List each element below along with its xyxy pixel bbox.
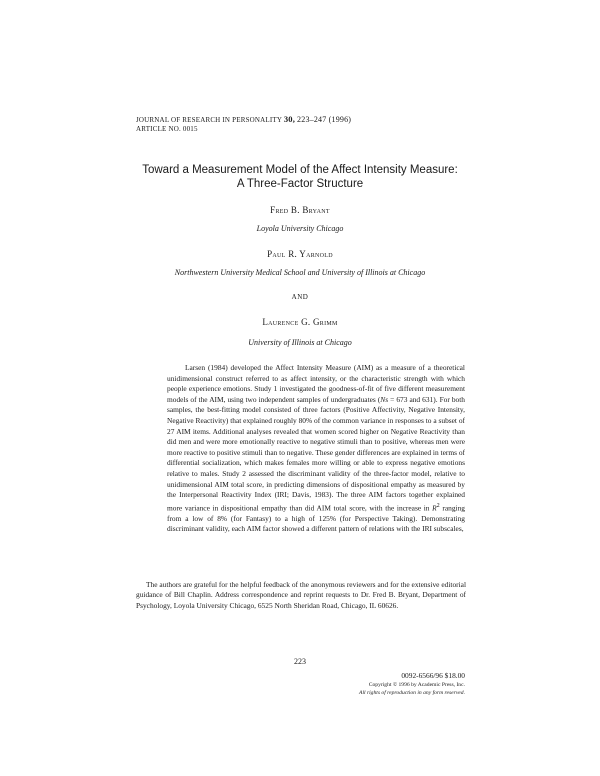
author-1-affiliation: Loyola University Chicago <box>256 224 344 233</box>
copyright-notice: Copyright © 1996 by Academic Press, Inc. <box>368 682 465 688</box>
abstract-text-a: Larsen (1984) developed the Affect Intensity Measure (AIM) as a measure of a theoretical unidimensional construct referred to as affect intensity, or the characteristic strength with which people experience emotions. Study 1 investigated the goodness-of-fit of five different measurement models of the AIM, using two independent samples of undergraduates ( <box>167 363 465 404</box>
abstract-r2: R <box>432 503 437 513</box>
rights-notice: All rights of reproduction in any form reserved. <box>359 690 465 696</box>
abstract-text-b: = 673 and 631). For both samples, the best-fitting model consisted of three factors (Positive Affectivity, Negative Intensity, Negative Reactivity) that explained roughly 80% of the common variance in responses to a subset of 27 AIM items. Additional analyses revealed that women scored higher on Negative Reactivity than did men and were more emotionally reactive to negative stimuli than to positive, whereas men were more reactive to positive stimuli than to negative. These gender differences are explained in terms of differential socialization, which makes females more willing or able to express negative emotions relative to males. Study 2 assessed the discriminant validity of the three-factor model, relative to unidimensional AIM total score, in predicting dimensions of dispositional empathy as measured by the Interpersonal Reactivity Index (IRI; Davis, 1983). The three AIM factors together explained more variance in dispositional empathy than did AIM total score, with the increase in <box>167 394 466 513</box>
journal-name: JOURNAL OF RESEARCH IN PERSONALITY <box>136 116 282 124</box>
title-line-1: Toward a Measurement Model of the Affect Intensity Measure: <box>142 164 458 176</box>
abstract-ns: Ns <box>380 394 389 404</box>
and-separator: AND <box>291 293 309 301</box>
author-2-name: Paul R. Yarnold <box>267 249 333 259</box>
abstract-text-c: ranging from a low of 8% (for Fantasy) to a high of 125% (for Perspective Taking). Demonstrating discriminant validity, each AIM factor showed a different pattern of relations with the IRI subscales, <box>167 503 465 534</box>
paper-title <box>100 163 500 191</box>
acknowledgment-footnote <box>136 580 466 611</box>
author-1-name: Fred B. Bryant <box>270 205 330 215</box>
author-2-affiliation: Northwestern University Medical School and University of Illinois at Chicago <box>174 268 426 277</box>
journal-citation <box>136 114 351 125</box>
journal-volume: 30, <box>283 114 296 124</box>
author-3-name: Laurence G. Grimm <box>262 317 338 327</box>
abstract <box>167 363 465 535</box>
author-3-affiliation: University of Illinois at Chicago <box>248 338 352 347</box>
abstract-r2-superscript: 2 <box>436 502 440 509</box>
journal-pages-year: 223–247 (1996) <box>297 115 352 124</box>
article-number: ARTICLE NO. 0015 <box>136 125 198 133</box>
page-number: 223 <box>294 657 306 666</box>
abstract-paragraph <box>167 363 465 535</box>
title-line-2: A Three-Factor Structure <box>236 178 364 190</box>
footnote-text: The authors are grateful for the helpful feedback of the anonymous reviewers and for the extensive editorial guidance of Bill Chaplin. Address correspondence and reprint requests to Dr. Fred B. Bryant, Department of Psychology, Loyola University Chicago, 6525 North Sheridan Road, Chicago, IL 60626. <box>136 580 466 610</box>
issn-price: 0092-6566/96 $18.00 <box>401 671 465 680</box>
